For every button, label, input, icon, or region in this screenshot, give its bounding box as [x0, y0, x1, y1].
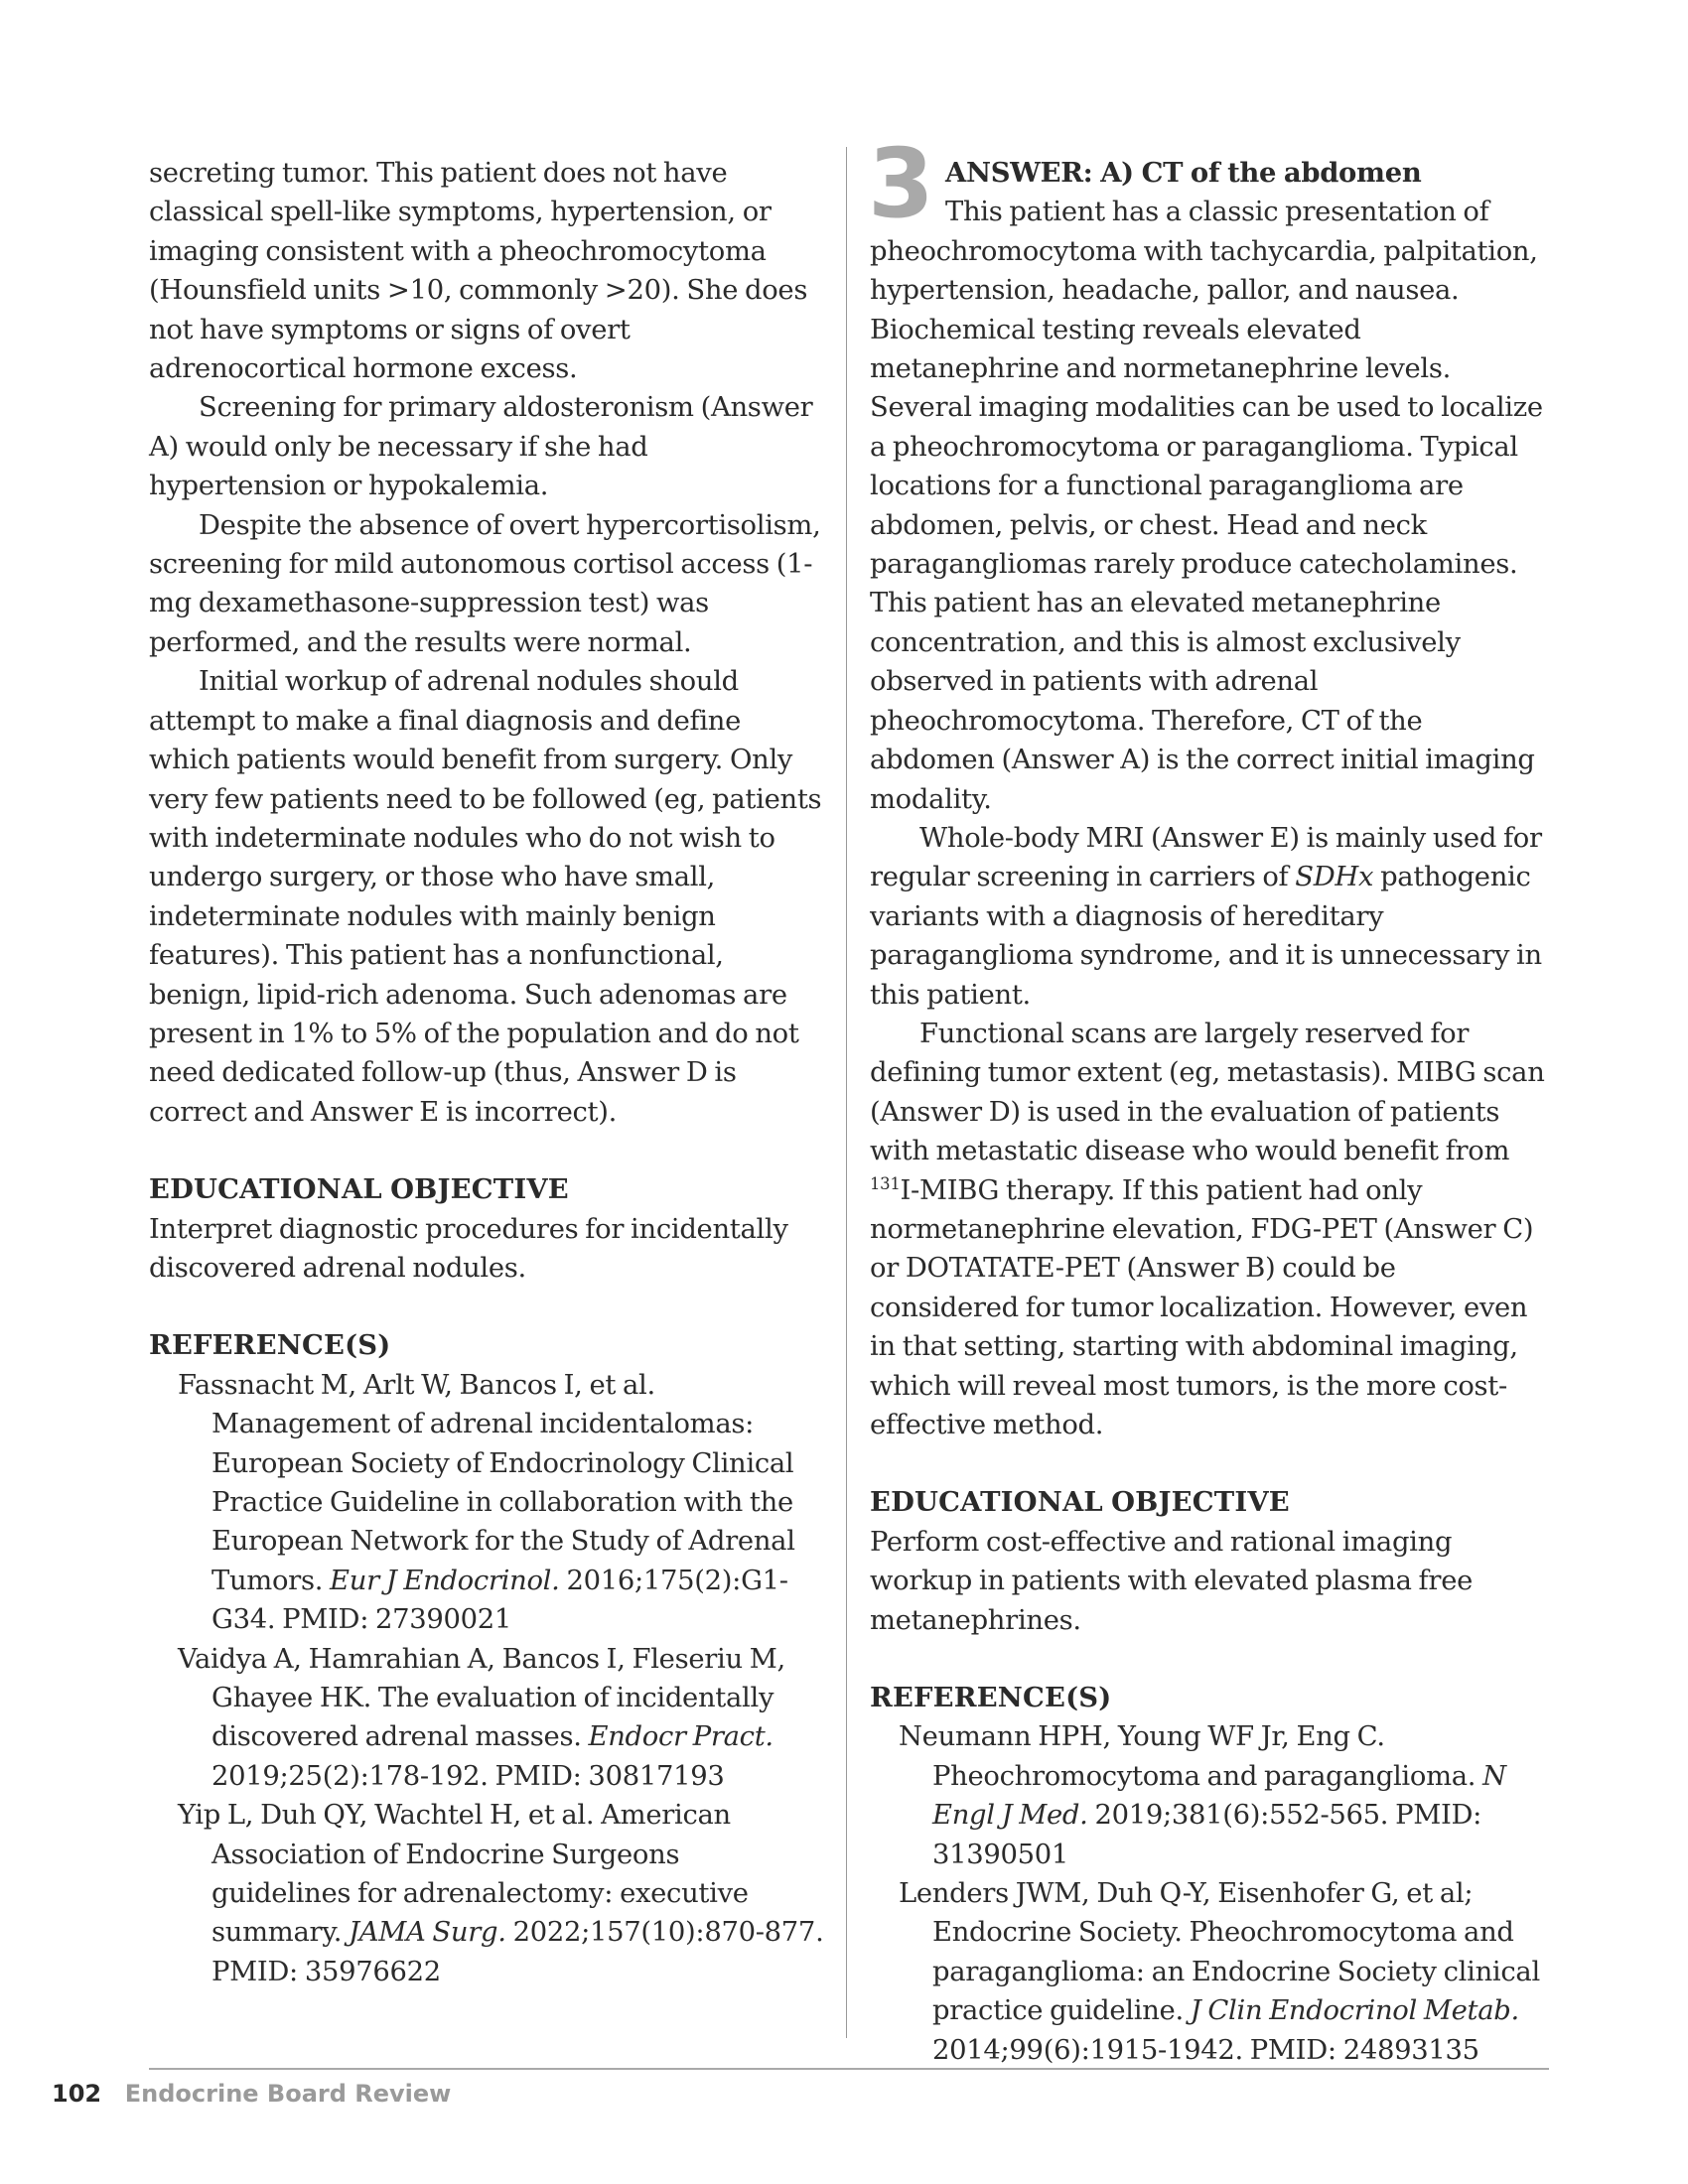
column-divider [846, 147, 847, 2038]
page-footer [52, 2079, 451, 2109]
paragraph: Despite the absence of overt hypercortisolism, screening for mild autonomous cortisol access (1-mg dexamethasone-suppression test) was performed, and the results were normal. [149, 509, 821, 658]
references-heading: REFERENCE(S) [870, 1682, 1112, 1714]
left-column [149, 154, 824, 1991]
reference-item: Fassnacht M, Arlt W, Bancos I, et al. Management of adrenal incidentalomas: European Society of Endocrinology Clinical Practice Guideline in collaboration with the European Network for the Study of Adrenal Tumors. Eur J Endocrinol. 2016;175(2):G1-G34. PMID: 27390021 [178, 1369, 795, 1636]
reference-item: Lenders JWM, Duh Q-Y, Eisenhofer G, et al; Endocrine Society. Pheochromocytoma and paraganglioma: an Endocrine Society clinical practice guideline. J Clin Endocrinol Metab. 2014;99(6):1915-1942. PMID: 24893135 [899, 1878, 1540, 2066]
reference-item: Neumann HPH, Young WF Jr, Eng C. Pheochromocytoma and paraganglioma. N Engl J Med. 2019;381(6):552-565. PMID: 31390501 [899, 1721, 1506, 1870]
footer-rule [149, 2068, 1549, 2070]
educational-objective-heading: EDUCATIONAL OBJECTIVE [870, 1486, 1290, 1519]
answer-heading: ANSWER: A) CT of the abdomen [945, 157, 1422, 189]
answer-block [868, 128, 1545, 239]
question-number: 3 [868, 128, 934, 239]
educational-objective-text: Interpret diagnostic procedures for incidentally discovered adrenal nodules. [149, 1213, 788, 1284]
page-number: 102 [52, 2080, 102, 2108]
paragraph: Initial workup of adrenal nodules should attempt to make a final diagnosis and define which patients would benefit from surgery. Only very few patients need to be followed (eg, patients with indeterminate nodules who do not wish to undergo surgery, or those who have small, indeterminate nodules with mainly benign features). This patient has a nonfunctional, benign, lipid-rich adenoma. Such adenomas are present in 1% to 5% of the population and do not need dedicated follow-up (thus, Answer D is correct and Answer E is incorrect). [149, 666, 822, 1128]
book-title: Endocrine Board Review [124, 2080, 452, 2108]
references-heading: REFERENCE(S) [149, 1329, 391, 1362]
educational-objective-text: Perform cost-effective and rational imaging workup in patients with elevated plasma free metanephrines. [870, 1526, 1474, 1636]
paragraph: pheochromocytoma with tachycardia, palpitation, hypertension, headache, pallor, and nausea. Biochemical testing reveals elevated metanephrine and normetanephrine levels. Several imaging modalities can be used to localize a pheochromocytoma or paraganglioma. Typical locations for a functional paraganglioma are abdomen, pelvis, or chest. Head and neck paragangliomas rarely produce catecholamines. This patient has an elevated metanephrine concentration, and this is almost exclusively observed in patients with adrenal pheochromocytoma. Therefore, CT of the abdomen (Answer A) is the correct initial imaging modality. [870, 235, 1543, 815]
paragraph: Whole-body MRI (Answer E) is mainly used for regular screening in carriers of SDHx pathogenic variants with a diagnosis of hereditary paraganglioma syndrome, and it is unnecessary in this patient. [870, 822, 1542, 1011]
right-column [868, 128, 1545, 2070]
paragraph: Functional scans are largely reserved for defining tumor extent (eg, metastasis). MIBG scan (Answer D) is used in the evaluation of patients with metastatic disease who would benefit from $^{131}$I-MIBG therapy. If this patient had only normetanephrine elevation, FDG-PET (Answer C) or DOTATATE-PET (Answer B) could be considered for tumor localization. However, even in that setting, starting with abdominal imaging, which will reveal most tumors, is the more cost-effective method. [870, 1018, 1545, 1440]
educational-objective-heading: EDUCATIONAL OBJECTIVE [149, 1173, 569, 1206]
reference-item: Yip L, Duh QY, Wachtel H, et al. American Association of Endocrine Surgeons guidelines for adrenalectomy: executive summary. JAMA Surg. 2022;157(10):870-877. PMID: 35976622 [178, 1800, 824, 1987]
paragraph: Screening for primary aldosteronism (Answer A) would only be necessary if she had hypertension or hypokalemia. [149, 392, 813, 502]
paragraph: secreting tumor. This patient does not have classical spell-like symptoms, hypertension, or imaging consistent with a pheochromocytoma (Hounsfield units >10, commonly >20). She does not have symptoms or signs of overt adrenocortical hormone excess. [149, 158, 808, 385]
reference-item: Vaidya A, Hamrahian A, Bancos I, Fleseriu M, Ghayee HK. The evaluation of incidentally discovered adrenal masses. Endocr Pract. 2019;25(2):178-192. PMID: 30817193 [178, 1643, 785, 1792]
answer-first-line: This patient has a classic presentation of [945, 197, 1489, 228]
